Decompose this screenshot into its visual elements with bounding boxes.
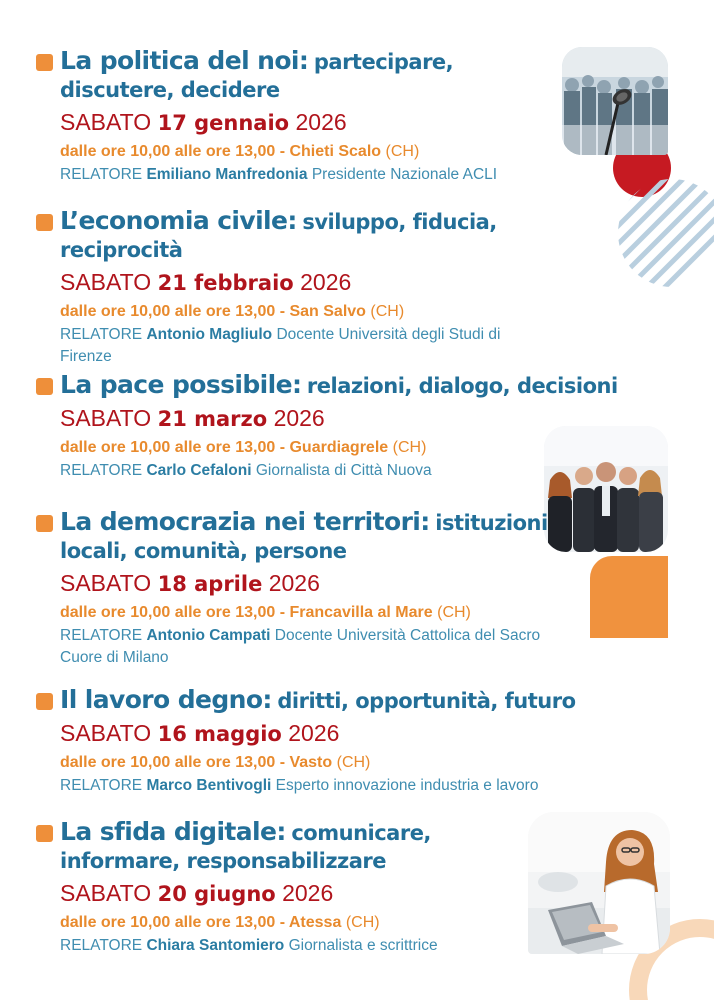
event-speaker: RELATORE Marco Bentivogli Esperto innovazione industria e lavoro: [60, 777, 539, 794]
event-time-place: dalle ore 10,00 alle ore 13,00 - Atessa (CH): [60, 914, 380, 931]
orange-bullet-icon: [36, 214, 53, 231]
event-date: SABATO 21 marzo 2026: [60, 405, 325, 431]
event-speaker: RELATORE Emiliano Manfredonia Presidente Nazionale ACLI: [60, 166, 498, 183]
event-6: [36, 818, 516, 957]
event-title-main: La politica del noi:: [60, 46, 309, 75]
event-title-sub: diritti, opportunità, futuro: [277, 689, 576, 713]
event-3: [36, 371, 686, 482]
event-speaker: RELATORE Antonio Magliulo Docente Università degli Studi di Firenze: [60, 326, 501, 365]
event-title-main: L’economia civile:: [60, 206, 297, 235]
orange-bullet-icon: [36, 378, 53, 395]
event-2: [36, 207, 556, 368]
event-date: SABATO 20 giugno 2026: [60, 880, 334, 906]
event-title: [36, 508, 556, 566]
event-5: [36, 686, 676, 797]
event-title-sub: partecipare, discutere, decidere: [60, 50, 454, 102]
event-speaker: RELATORE Chiara Santomiero Giornalista e scrittrice: [60, 937, 438, 954]
event-4: [36, 508, 556, 669]
event-title-main: La sfida digitale:: [60, 817, 286, 846]
event-date: SABATO 16 maggio 2026: [60, 720, 340, 746]
event-date: SABATO 18 aprile 2026: [60, 570, 320, 596]
orange-bullet-icon: [36, 54, 53, 71]
orange-bullet-icon: [36, 693, 53, 710]
woman-laptop-photo: [528, 812, 670, 954]
event-title-main: La democrazia nei territori:: [60, 507, 430, 536]
orange-bullet-icon: [36, 515, 53, 532]
event-title-main: La pace possibile:: [60, 370, 302, 399]
event-time-place: dalle ore 10,00 alle ore 13,00 - Vasto (CH): [60, 754, 371, 771]
event-title-main: Il lavoro degno:: [60, 685, 272, 714]
event-title-sub: sviluppo, fiducia, reciprocità: [60, 210, 497, 262]
event-time-place: dalle ore 10,00 alle ore 13,00 - Chieti Scalo (CH): [60, 143, 420, 160]
event-title-sub: comunicare, informare, responsabilizzare: [60, 821, 431, 873]
event-title: [36, 686, 676, 716]
event-title: [36, 371, 686, 401]
event-title: [36, 207, 556, 265]
event-speaker: RELATORE Antonio Campati Docente Università Cattolica del Sacro Cuore di Milano: [60, 627, 541, 666]
orange-bullet-icon: [36, 825, 53, 842]
microphone-crowd-photo: [562, 47, 668, 155]
event-title: [36, 47, 556, 105]
event-title: [36, 818, 516, 876]
striped-circle-decoration: [614, 176, 714, 291]
event-title-sub: istituzioni locali, comunità, persone: [60, 511, 548, 563]
event-date: SABATO 17 gennaio 2026: [60, 109, 347, 135]
event-time-place: dalle ore 10,00 alle ore 13,00 - San Salvo (CH): [60, 303, 405, 320]
event-time-place: dalle ore 10,00 alle ore 13,00 - Guardiagrele (CH): [60, 439, 427, 456]
event-date: SABATO 21 febbraio 2026: [60, 269, 352, 295]
event-time-place: dalle ore 10,00 alle ore 13,00 - Francavilla al Mare (CH): [60, 604, 471, 621]
orange-square-decoration: [590, 556, 670, 638]
event-title-sub: relazioni, dialogo, decisioni: [306, 374, 618, 398]
event-speaker: RELATORE Carlo Cefaloni Giornalista di Città Nuova: [60, 462, 432, 479]
event-1: [36, 47, 556, 186]
